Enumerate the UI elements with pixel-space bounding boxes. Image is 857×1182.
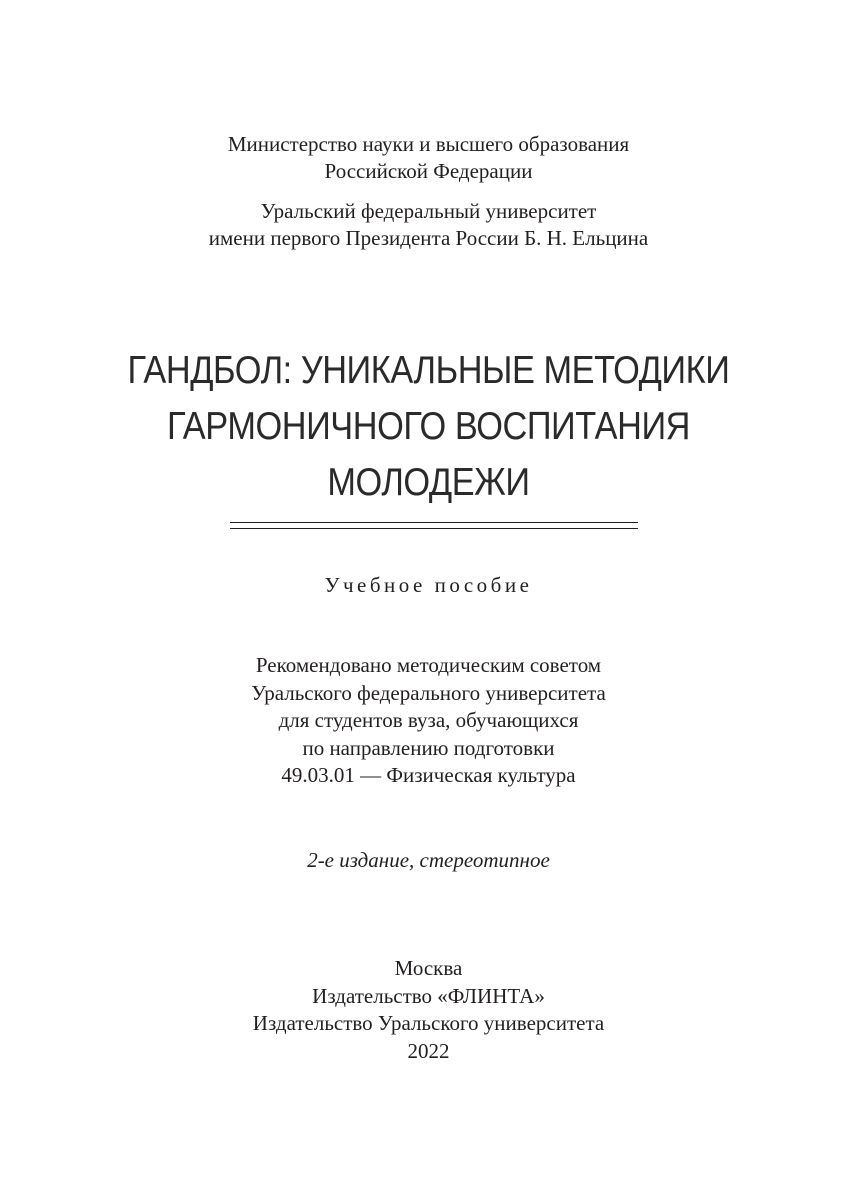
recommendation-line-4: по направлению подготовки: [302, 735, 555, 760]
rule-top-line: [230, 522, 638, 523]
book-title-line-2: ГАРМОНИЧНОГО ВОСПИТАНИЯ: [166, 405, 691, 448]
ministry-heading: [0, 131, 857, 185]
rule-bottom-line: [230, 528, 638, 529]
imprint-year: 2022: [407, 1038, 450, 1063]
recommendation-note: [0, 652, 857, 790]
title-double-rule: [230, 522, 638, 530]
imprint: [0, 955, 857, 1065]
recommendation-line-3: для студентов вуза, обучающихся: [278, 708, 579, 732]
ministry-line-1: Министерство науки и высшего образования: [227, 132, 630, 156]
ministry-line-2: Российской Федерации: [324, 159, 533, 183]
imprint-publisher-2: Издательство Уральского университета: [252, 1011, 605, 1035]
book-genre: Учебное пособие: [324, 573, 533, 597]
book-title-line-1: ГАНДБОЛ: УНИКАЛЬНЫЕ МЕТОДИКИ: [127, 349, 730, 392]
imprint-publisher-1: Издательство «ФЛИНТА»: [312, 983, 545, 1008]
imprint-city: Москва: [394, 956, 463, 980]
university-line-1: Уральский федеральный университет: [260, 199, 597, 223]
recommendation-line-5: 49.03.01 — Физическая культура: [281, 763, 576, 787]
book-title: [0, 343, 857, 511]
recommendation-line-2: Уральского федерального университета: [251, 680, 606, 705]
book-title-line-3: МОЛОДЕЖИ: [327, 461, 530, 504]
university-heading: [0, 198, 857, 252]
recommendation-line-1: Рекомендовано методическим советом: [255, 653, 602, 677]
university-line-2: имени первого Президента России Б. Н. Ельцина: [208, 226, 649, 250]
edition-note: 2-е издание, стереотипное: [307, 848, 550, 872]
